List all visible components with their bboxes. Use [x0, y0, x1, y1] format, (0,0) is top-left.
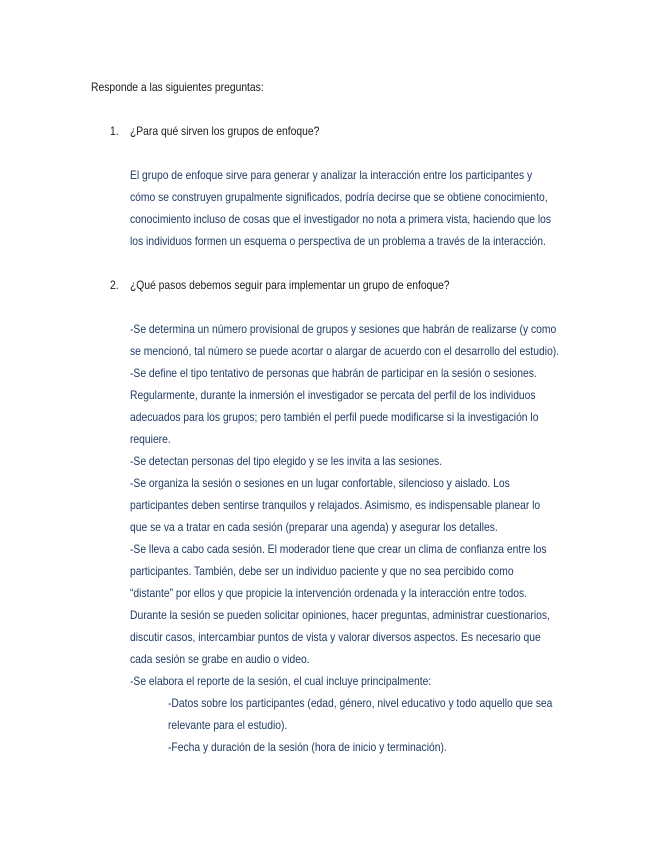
answer-2-line: requiere. [130, 432, 171, 446]
answer-2-line: Regularmente, durante la inmersión el investigador se percata del perfil de los individuos [130, 388, 536, 402]
answer-2-line: discutir casos, intercambiar puntos de vista y valorar diversos aspectos. Es necesario que [130, 630, 541, 644]
question-number-2: 2. [110, 278, 119, 292]
answer-2-subline: -Fecha y duración de la sesión (hora de inicio y terminación). [168, 740, 447, 754]
answer-2-subline: relevante para el estudio). [168, 718, 288, 732]
answer-1-line: los individuos formen un esquema o perspectiva de un problema a través de la interacción. [130, 234, 546, 248]
answer-2-line: -Se lleva a cabo cada sesión. El moderador tiene que crear un clima de confianza entre los [130, 542, 547, 556]
answer-2-line: participantes. También, debe ser un individuo paciente y que no sea percibido como [130, 564, 514, 578]
answer-2-line: “distante” por ellos y que propicie la intervención ordenada y la interacción entre todos. [130, 586, 527, 600]
answer-2-subline: -Datos sobre los participantes (edad, género, nivel educativo y todo aquello que sea [168, 696, 553, 710]
answer-1-line: cómo se construyen grupalmente significados, podría decirse que se obtiene conocimiento, [130, 190, 548, 204]
answer-2-line: -Se determina un número provisional de grupos y sesiones que habrán de realizarse (y como [130, 322, 557, 336]
answer-2-line: -Se organiza la sesión o sesiones en un lugar confortable, silencioso y aislado. Los [130, 476, 510, 490]
answer-2-line: participantes deben sentirse tranquilos y relajados. Asimismo, es indispensable planear lo [130, 498, 541, 512]
answer-2-line: que se va a tratar en cada sesión (preparar una agenda) y asegurar los detalles. [130, 520, 498, 534]
answer-2-line: -Se detectan personas del tipo elegido y se les invita a las sesiones. [130, 454, 443, 468]
answer-2-line: cada sesión se grabe en audio o video. [130, 652, 310, 666]
answer-2-line: -Se define el tipo tentativo de personas que habrán de participar en la sesión o sesiones. [130, 366, 537, 380]
answer-1-line: conocimiento incluso de cosas que el investigador no nota a primera vista, haciendo que los [130, 212, 552, 226]
intro-text: Responde a las siguientes preguntas: [91, 80, 264, 94]
question-number-1: 1. [110, 124, 119, 138]
answer-2-line: -Se elabora el reporte de la sesión, el cual incluye principalmente: [130, 674, 432, 688]
answer-2-line: adecuados para los grupos; pero también el perfil puede modificarse si la investigación lo [130, 410, 539, 424]
answer-2-line: se mencionó, tal número se puede acortar o alargar de acuerdo con el desarrollo del estudio). [130, 344, 560, 358]
answer-2-line: Durante la sesión se pueden solicitar opiniones, hacer preguntas, administrar cuestionarios, [130, 608, 550, 622]
question-2-text: ¿Qué pasos debemos seguir para implementar un grupo de enfoque? [130, 278, 450, 292]
answer-1-line: El grupo de enfoque sirve para generar y analizar la interacción entre los participantes y [130, 168, 533, 182]
question-1-text: ¿Para qué sirven los grupos de enfoque? [130, 124, 320, 138]
